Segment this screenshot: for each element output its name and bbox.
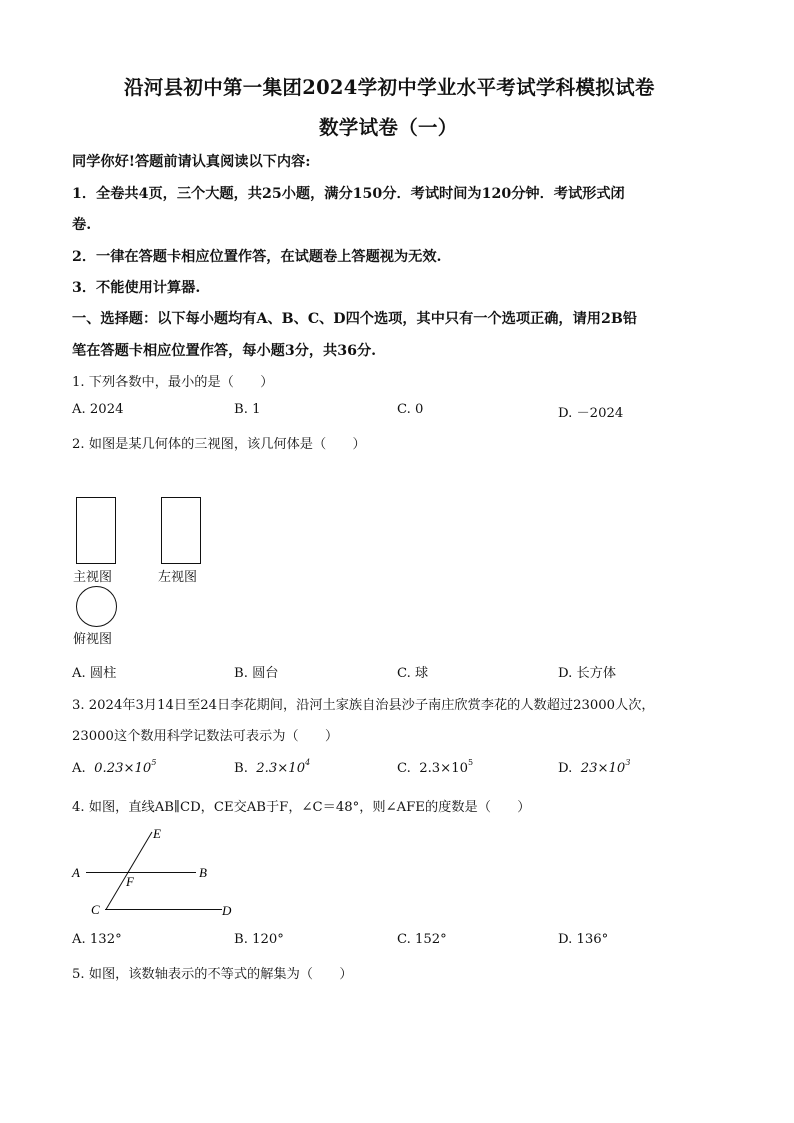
top-view-circle <box>76 586 117 627</box>
option-letter: A. <box>72 761 86 776</box>
point-label-a: A <box>72 865 80 880</box>
question-1-option-b: B. 1 <box>234 402 261 417</box>
question-4-option-b: B. 120° <box>234 932 284 947</box>
left-view-rectangle <box>161 497 201 564</box>
instruction-item-3: 3．不能使用计算器. <box>72 280 201 296</box>
question-1-option-c: C. 0 <box>397 402 424 417</box>
question-2-option-d: D. 长方体 <box>558 666 617 681</box>
instruction-item-2: 2．一律在答题卡相应位置作答，在试题卷上答题视为无效. <box>72 249 442 265</box>
question-4-option-d: D. 136° <box>558 932 609 947</box>
question-2-option-b: B. 圆台 <box>234 666 279 681</box>
option-exponent: 4 <box>305 758 311 767</box>
question-3-option-c <box>397 758 474 776</box>
point-label-d: D <box>222 903 232 918</box>
front-view-label: 主视图 <box>73 570 113 585</box>
question-3-option-d <box>558 758 631 776</box>
parallel-lines-figure <box>66 826 246 926</box>
question-4-option-a: A. 132° <box>72 932 122 947</box>
top-view-label: 俯视图 <box>73 632 113 647</box>
front-view-rectangle <box>76 497 116 564</box>
point-label-f: F <box>126 874 134 889</box>
line-ce <box>106 832 152 910</box>
point-label-b: B <box>199 865 207 880</box>
question-4-option-c: C. 152° <box>397 932 447 947</box>
option-exponent: 5 <box>468 758 474 767</box>
question-3-option-b <box>234 758 311 776</box>
point-label-e: E <box>153 826 161 841</box>
option-letter: C. <box>397 761 411 776</box>
left-view-label: 左视图 <box>158 570 198 585</box>
question-1-option-d: D. －2024 <box>558 406 624 421</box>
page-subtitle: 数学试卷（一） <box>319 116 458 139</box>
option-exponent: 3 <box>625 758 631 767</box>
option-letter: D. <box>558 761 573 776</box>
option-letter: B. <box>234 761 248 776</box>
question-3-option-a <box>72 758 157 776</box>
option-base: 2.3×10 <box>419 761 469 776</box>
instruction-item-1-line-1: 1．全卷共4页，三个大题，共25小题，满分150分．考试时间为120分钟．考试形式闭 <box>72 186 625 202</box>
option-base: 23×10 <box>580 761 626 776</box>
instruction-item-1-line-2: 卷. <box>72 217 92 233</box>
question-1-stem: 1. 下列各数中，最小的是（ ） <box>72 375 274 390</box>
option-base: 0.23×10 <box>94 761 152 776</box>
page-title: 沿河县初中第一集团2024学初中学业水平考试学科模拟试卷 <box>124 76 655 99</box>
section-1-heading-line-1: 一、选择题：以下每小题均有A、B、C、D四个选项，其中只有一个选项正确，请用2B铅 <box>72 311 638 327</box>
question-4-stem: 4. 如图，直线AB∥CD，CE交AB于F，∠C＝48°，则∠AFE的度数是（ ） <box>72 800 531 815</box>
question-5-stem: 5. 如图，该数轴表示的不等式的解集为（ ） <box>72 967 353 982</box>
question-3-stem-line-1: 3. 2024年3月14日至24日李花期间，沿河土家族自治县沙子南庄欣赏李花的人数超过23000人次， <box>72 698 655 713</box>
question-1-option-a: A. 2024 <box>72 402 124 417</box>
instructions-greeting: 同学你好!答题前请认真阅读以下内容: <box>72 154 311 170</box>
option-exponent: 5 <box>151 758 157 767</box>
question-3-stem-line-2: 23000这个数用科学记数法可表示为（ ） <box>72 729 339 744</box>
point-label-c: C <box>91 902 100 917</box>
question-2-option-c: C. 球 <box>397 666 429 681</box>
section-1-heading-line-2: 笔在答题卡相应位置作答，每小题3分，共36分. <box>72 343 377 359</box>
question-2-stem: 2. 如图是某几何体的三视图，该几何体是（ ） <box>72 437 366 452</box>
question-2-option-a: A. 圆柱 <box>72 666 117 681</box>
option-base: 2.3×10 <box>256 761 306 776</box>
